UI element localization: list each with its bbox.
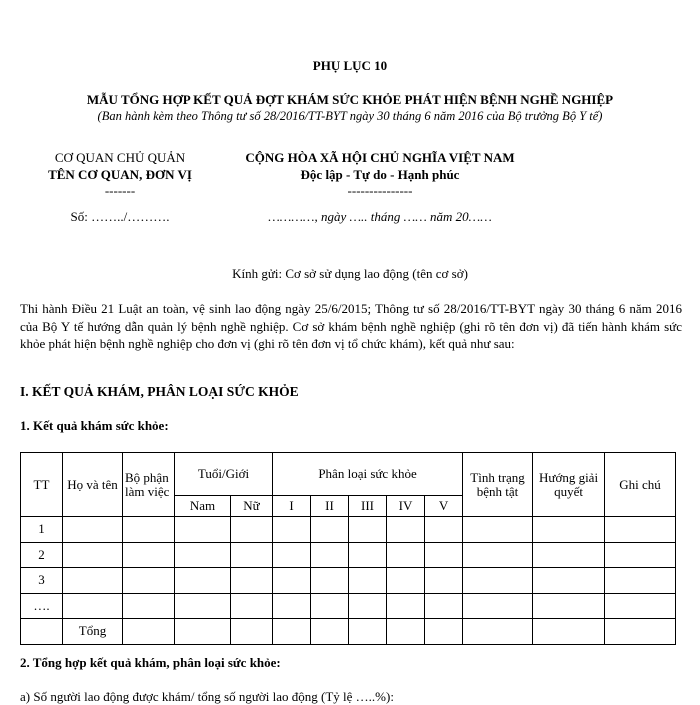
date-line: …………, ngày ….. tháng …… năm 20…… xyxy=(268,209,492,224)
header-disease-status: Tình trạng bệnh tật xyxy=(463,453,533,517)
header-tt: TT xyxy=(21,453,63,517)
table-row xyxy=(21,517,676,543)
document-title: MẪU TỔNG HỢP KẾT QUẢ ĐỢT KHÁM SỨC KHỎE PHÁT HIỆN BỆNH NGHỀ NGHIỆP xyxy=(86,92,614,107)
table-row xyxy=(21,593,676,619)
section-1-heading: I. KẾT QUẢ KHÁM, PHÂN LOẠI SỨC KHỎE xyxy=(20,384,299,399)
header-grade-3: III xyxy=(349,496,387,517)
row-name xyxy=(63,517,123,543)
results-table xyxy=(20,452,676,645)
row-tt xyxy=(21,619,63,645)
subsection-2-heading: 2. Tổng hợp kết quả khám, phân loại sức khỏe: xyxy=(20,655,281,670)
header-resolution: Hướng giải quyết xyxy=(533,453,605,517)
header-notes: Ghi chú xyxy=(605,453,676,517)
row-tt: …. xyxy=(21,593,63,619)
header-age-gender: Tuổi/Giới xyxy=(175,453,273,496)
header-female: Nữ xyxy=(231,496,273,517)
unit-name: TÊN CƠ QUAN, ĐƠN VỊ xyxy=(48,167,192,182)
document-subtitle: (Ban hành kèm theo Thông tư số 28/2016/TT-BYT ngày 30 tháng 6 năm 2016 của Bộ trưởng Bộ Y tế) xyxy=(97,109,603,123)
appendix-label: PHỤ LỤC 10 xyxy=(312,58,388,73)
header-name: Họ và tên xyxy=(63,453,123,517)
left-divider: ------- xyxy=(104,183,136,198)
intro-paragraph: Thi hành Điều 21 Luật an toàn, vệ sinh lao động ngày 25/6/2015; Thông tư số 28/2016/TT-BYT ngày 30 tháng 6 năm 2016 của Bộ Y tế hướng dẫn quản lý bệnh nghề nghiệp. Cơ sở khám bệnh nghề nghiệp (ghi rõ tên đơn vị) đã tiến hành khám sức khỏe phát hiện bệnh nghề nghiệp cho đơn vị (ghi rõ tên đơn vị tổ chức khám), kết quả như sau: xyxy=(20,301,682,351)
nation-name: CỘNG HÒA XÃ HỘI CHỦ NGHĨA VIỆT NAM xyxy=(245,150,515,165)
agency-name: CƠ QUAN CHỦ QUẢN xyxy=(54,150,186,165)
right-divider: --------------- xyxy=(347,183,413,198)
row-name xyxy=(63,593,123,619)
total-label: Tổng xyxy=(63,619,123,645)
header-grade-2: II xyxy=(311,496,349,517)
table-row xyxy=(21,542,676,568)
table-row xyxy=(21,568,676,594)
row-tt: 2 xyxy=(21,542,63,568)
recipient-line: Kính gửi: Cơ sở sử dụng lao động (tên cơ sở) xyxy=(232,266,468,281)
header-male: Nam xyxy=(175,496,231,517)
header-grade-1: I xyxy=(273,496,311,517)
item-a-line: a) Số người lao động được khám/ tổng số người lao động (Tỷ lệ …..%): xyxy=(20,689,394,704)
subsection-1-heading: 1. Kết quả khám sức khỏe: xyxy=(20,418,169,433)
national-motto: Độc lập - Tự do - Hạnh phúc xyxy=(300,167,460,182)
row-name xyxy=(63,542,123,568)
row-name xyxy=(63,568,123,594)
header-grade-5: V xyxy=(425,496,463,517)
table-total-row xyxy=(21,619,676,645)
header-classification: Phân loại sức khỏe xyxy=(273,453,463,496)
row-tt: 1 xyxy=(21,517,63,543)
header-grade-4: IV xyxy=(387,496,425,517)
header-dept: Bộ phận làm việc xyxy=(123,453,175,517)
document-number: Số: ……../………. xyxy=(70,209,170,224)
row-tt: 3 xyxy=(21,568,63,594)
